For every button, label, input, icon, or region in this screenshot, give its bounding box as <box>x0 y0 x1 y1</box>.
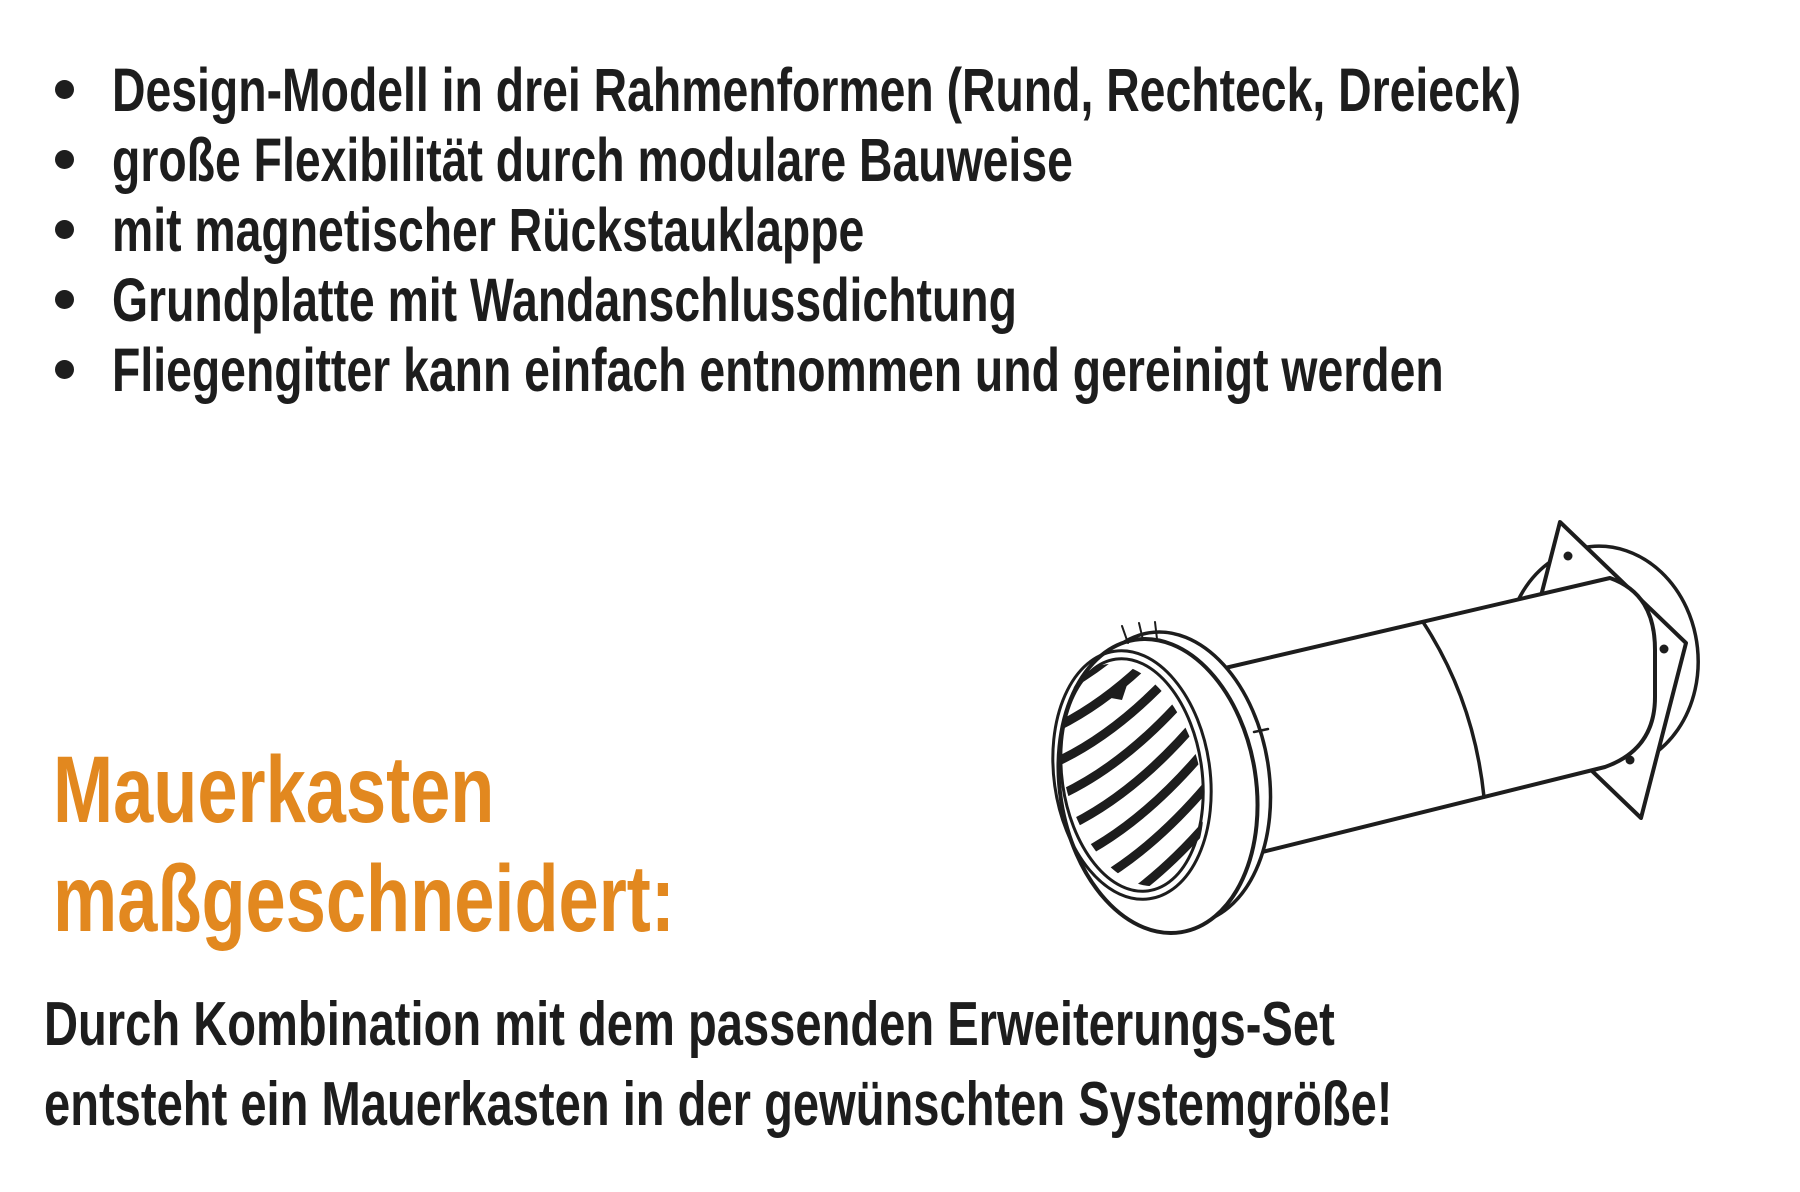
product-illustration <box>860 400 1800 1000</box>
bullet-icon <box>55 80 74 99</box>
feature-text: mit magnetischer Rückstauklappe <box>112 196 865 264</box>
bullet-icon <box>55 360 74 379</box>
bullet-icon <box>55 220 74 239</box>
headline <box>53 736 871 954</box>
feature-item <box>55 55 1800 125</box>
bullet-icon <box>55 290 74 309</box>
description <box>44 985 1800 1145</box>
duct-tube <box>1225 578 1655 855</box>
headline-line-2: maßgeschneidert: <box>53 846 675 952</box>
screw-hole <box>1564 552 1573 561</box>
line-drawing <box>1021 522 1709 963</box>
feature-text: Design-Modell in drei Rahmenformen (Rund, Rechteck, Dreieck) <box>112 56 1522 124</box>
feature-item <box>55 125 1800 195</box>
feature-text: große Flexibilität durch modulare Bauweise <box>112 126 1073 194</box>
feature-text: Fliegengitter kann einfach entnommen und gereinigt werden <box>112 336 1444 404</box>
feature-item <box>55 335 1800 405</box>
description-line-1: Durch Kombination mit dem passenden Erweiterungs-Set <box>44 990 1335 1059</box>
feature-item <box>55 195 1800 265</box>
screw-hole <box>1660 645 1669 654</box>
feature-text: Grundplatte mit Wandanschlussdichtung <box>112 266 1017 334</box>
description-line-2: entsteht ein Mauerkasten in der gewünschten Systemgröße! <box>44 1070 1393 1139</box>
headline-line-1: Mauerkasten <box>53 737 495 843</box>
feature-item <box>55 265 1800 335</box>
bullet-icon <box>55 150 74 169</box>
feature-list <box>55 55 1800 405</box>
